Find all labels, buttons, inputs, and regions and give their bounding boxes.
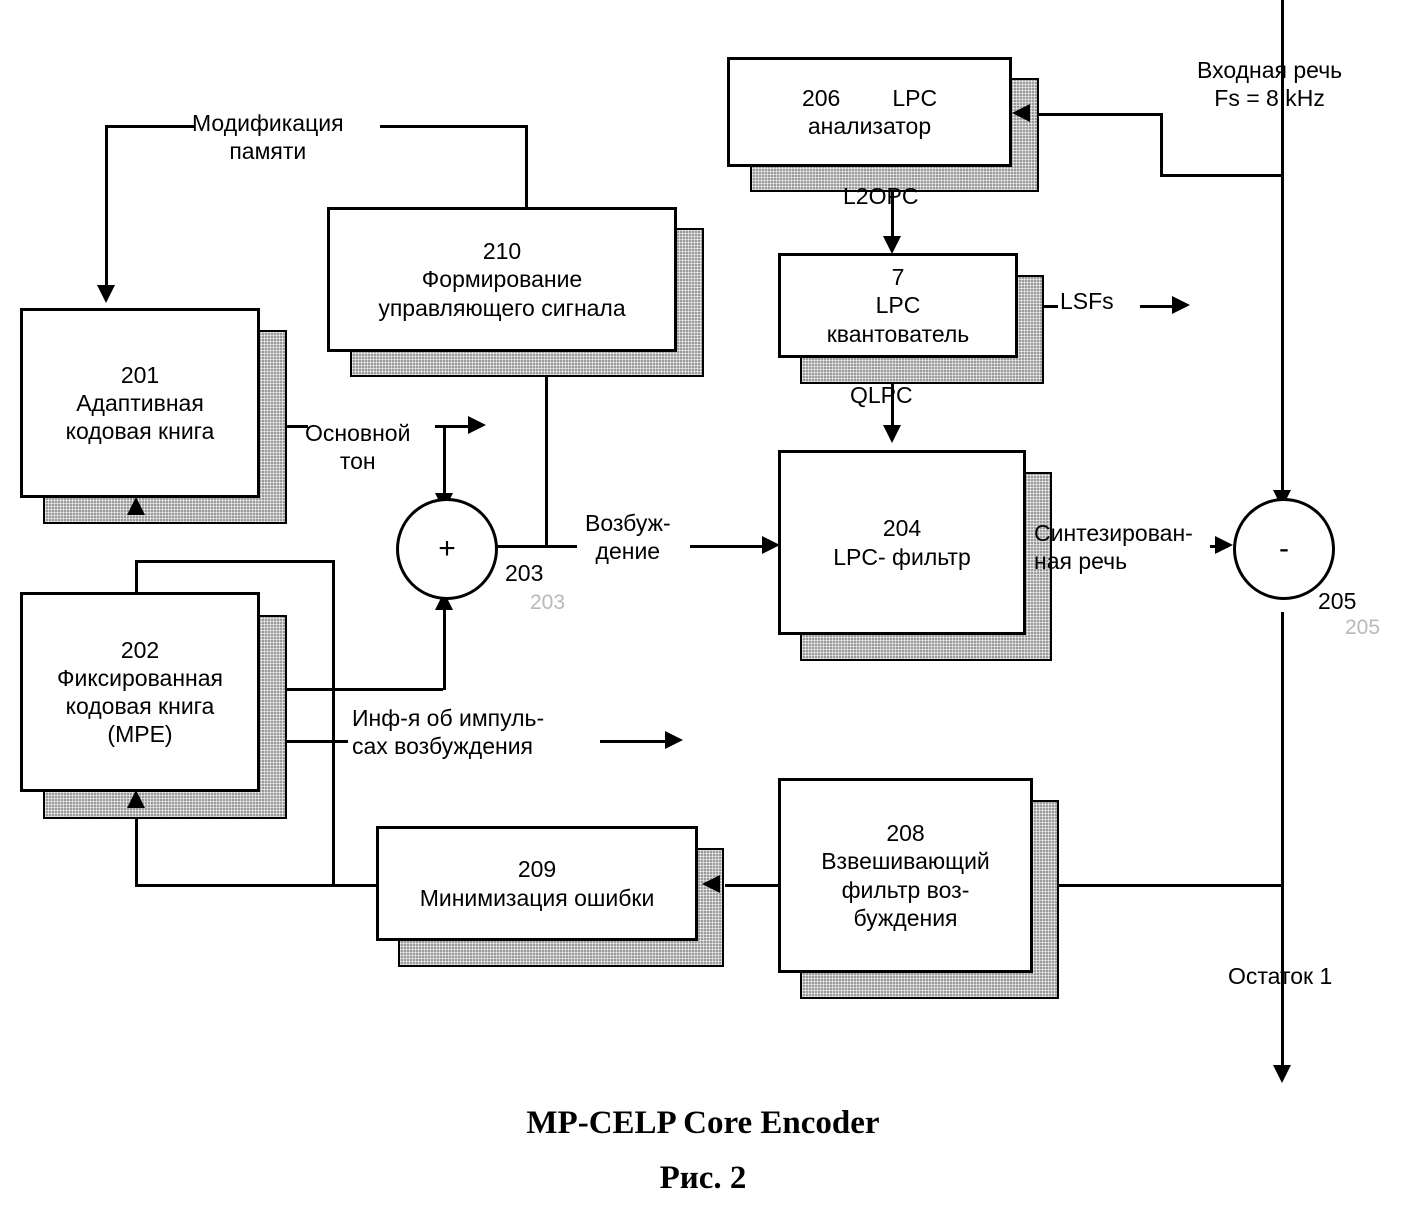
block-204-line-1: LPC- фильтр <box>833 543 971 570</box>
line-to-weighting-filter <box>1055 884 1283 887</box>
label-node-205-ghost: 205 <box>1345 616 1381 639</box>
line-209-to-201-v <box>332 560 335 885</box>
arrow-pulse-info <box>665 731 683 749</box>
block-201-line-1: Адаптивная <box>76 389 204 416</box>
block-weighting-filter[interactable] <box>778 778 1033 973</box>
node-subtractor-205[interactable] <box>1233 498 1335 600</box>
block-204-number: 204 <box>882 515 922 542</box>
arrow-synth-to-sub <box>1215 536 1233 554</box>
line-sub-output-vertical <box>1281 612 1284 1077</box>
arrow-qlpc <box>883 425 901 443</box>
label-lsfs: LSFs <box>1060 288 1114 314</box>
arrow-209-to-201 <box>127 497 145 515</box>
line-210-down <box>545 350 548 546</box>
block-error-minimization[interactable] <box>376 826 698 941</box>
line-209-to-201-h <box>135 560 335 563</box>
label-memory-modification: Модификация памяти <box>192 110 344 164</box>
block-206-number: 206 <box>801 84 841 111</box>
block-210-line-1: Формирование <box>421 266 583 293</box>
block-202-line-3: (MPE) <box>107 721 173 748</box>
block-207-number: 7 <box>891 264 905 291</box>
line-input-to-lpc-analyzer-h2 <box>1023 113 1163 116</box>
line-201-to-adder <box>443 425 446 500</box>
block-207-line-2: квантователь <box>826 320 970 347</box>
block-202-line-2: кодовая книга <box>65 693 215 719</box>
arrow-to-lpc-analyzer <box>1012 104 1030 122</box>
block-208-line-3: буждения <box>853 904 958 931</box>
arrow-lsfs <box>1172 296 1190 314</box>
arrow-209-to-202 <box>127 790 145 808</box>
line-pulse-info-2 <box>600 740 672 743</box>
block-208-line-2: фильтр воз- <box>841 876 970 903</box>
label-excitation: Возбуж- дение <box>585 510 671 564</box>
arrow-pitch-out <box>468 416 486 434</box>
block-fixed-codebook[interactable] <box>20 592 260 792</box>
block-lpc-analyzer[interactable] <box>727 57 1012 167</box>
line-lsfs-2 <box>1140 305 1175 308</box>
label-residual: Остаток 1 <box>1228 963 1333 989</box>
block-control-signal-forming[interactable] <box>327 207 677 352</box>
line-memory-mod-top <box>105 125 195 128</box>
label-node-203-ghost: 203 <box>530 591 566 614</box>
block-208-line-1: Взвешивающий <box>821 848 990 875</box>
label-pitch: Основной тон <box>305 420 411 474</box>
arrow-208-to-209 <box>702 875 720 893</box>
node-203-symbol: + <box>438 532 456 565</box>
line-input-to-lpc-analyzer-h1 <box>1160 174 1284 177</box>
block-201-line-2: кодовая книга <box>65 418 215 445</box>
block-202-number: 202 <box>120 636 160 663</box>
block-206-row <box>802 84 937 112</box>
label-qlpc: QLPC <box>850 382 913 408</box>
figure-title: MP-CELP Core Encoder <box>526 1105 880 1141</box>
block-202-line-1: Фиксированная <box>57 664 223 691</box>
label-l2opc: L2OPC <box>843 183 919 209</box>
line-201-out-2 <box>435 425 470 428</box>
block-210-line-2: управляющего сигнала <box>378 294 626 321</box>
label-synth-speech: Синтезирован- ная речь <box>1034 520 1193 574</box>
arrow-l2opc <box>883 236 901 254</box>
figure-caption: Рис. 2 <box>659 1160 747 1196</box>
line-input-to-lpc-analyzer-v <box>1160 113 1163 177</box>
label-node-205: 205 <box>1318 588 1357 614</box>
line-202-to-adder <box>443 606 446 690</box>
label-pulse-info: Инф-я об импуль- сах возбуждения <box>352 705 545 759</box>
block-206-line-2: анализатор <box>807 113 932 139</box>
block-lpc-filter[interactable] <box>778 450 1026 635</box>
line-memory-mod-left <box>105 125 108 290</box>
line-209-left <box>135 884 380 887</box>
block-lpc-quantizer[interactable] <box>778 253 1018 358</box>
block-209-line-1: Минимизация ошибки <box>419 884 655 911</box>
node-adder-203[interactable] <box>396 498 498 600</box>
block-208-number: 208 <box>886 820 925 847</box>
block-207-line-1: LPC <box>875 292 921 319</box>
label-node-203: 203 <box>505 560 544 586</box>
block-adaptive-codebook[interactable] <box>20 308 260 498</box>
label-input-speech: Входная речь Fs = 8 kHz <box>1197 57 1343 111</box>
line-memory-mod-top2 <box>380 125 528 128</box>
block-210-number: 210 <box>482 238 522 265</box>
arrow-memory-mod <box>97 285 115 303</box>
block-206-line-1: LPC <box>892 84 938 111</box>
arrow-residual-out <box>1273 1065 1291 1083</box>
block-209-number: 209 <box>517 856 557 883</box>
block-201-number: 201 <box>120 361 160 388</box>
line-excitation-2 <box>690 545 772 548</box>
node-205-symbol: - <box>1279 532 1289 565</box>
line-excitation-1 <box>492 545 577 548</box>
